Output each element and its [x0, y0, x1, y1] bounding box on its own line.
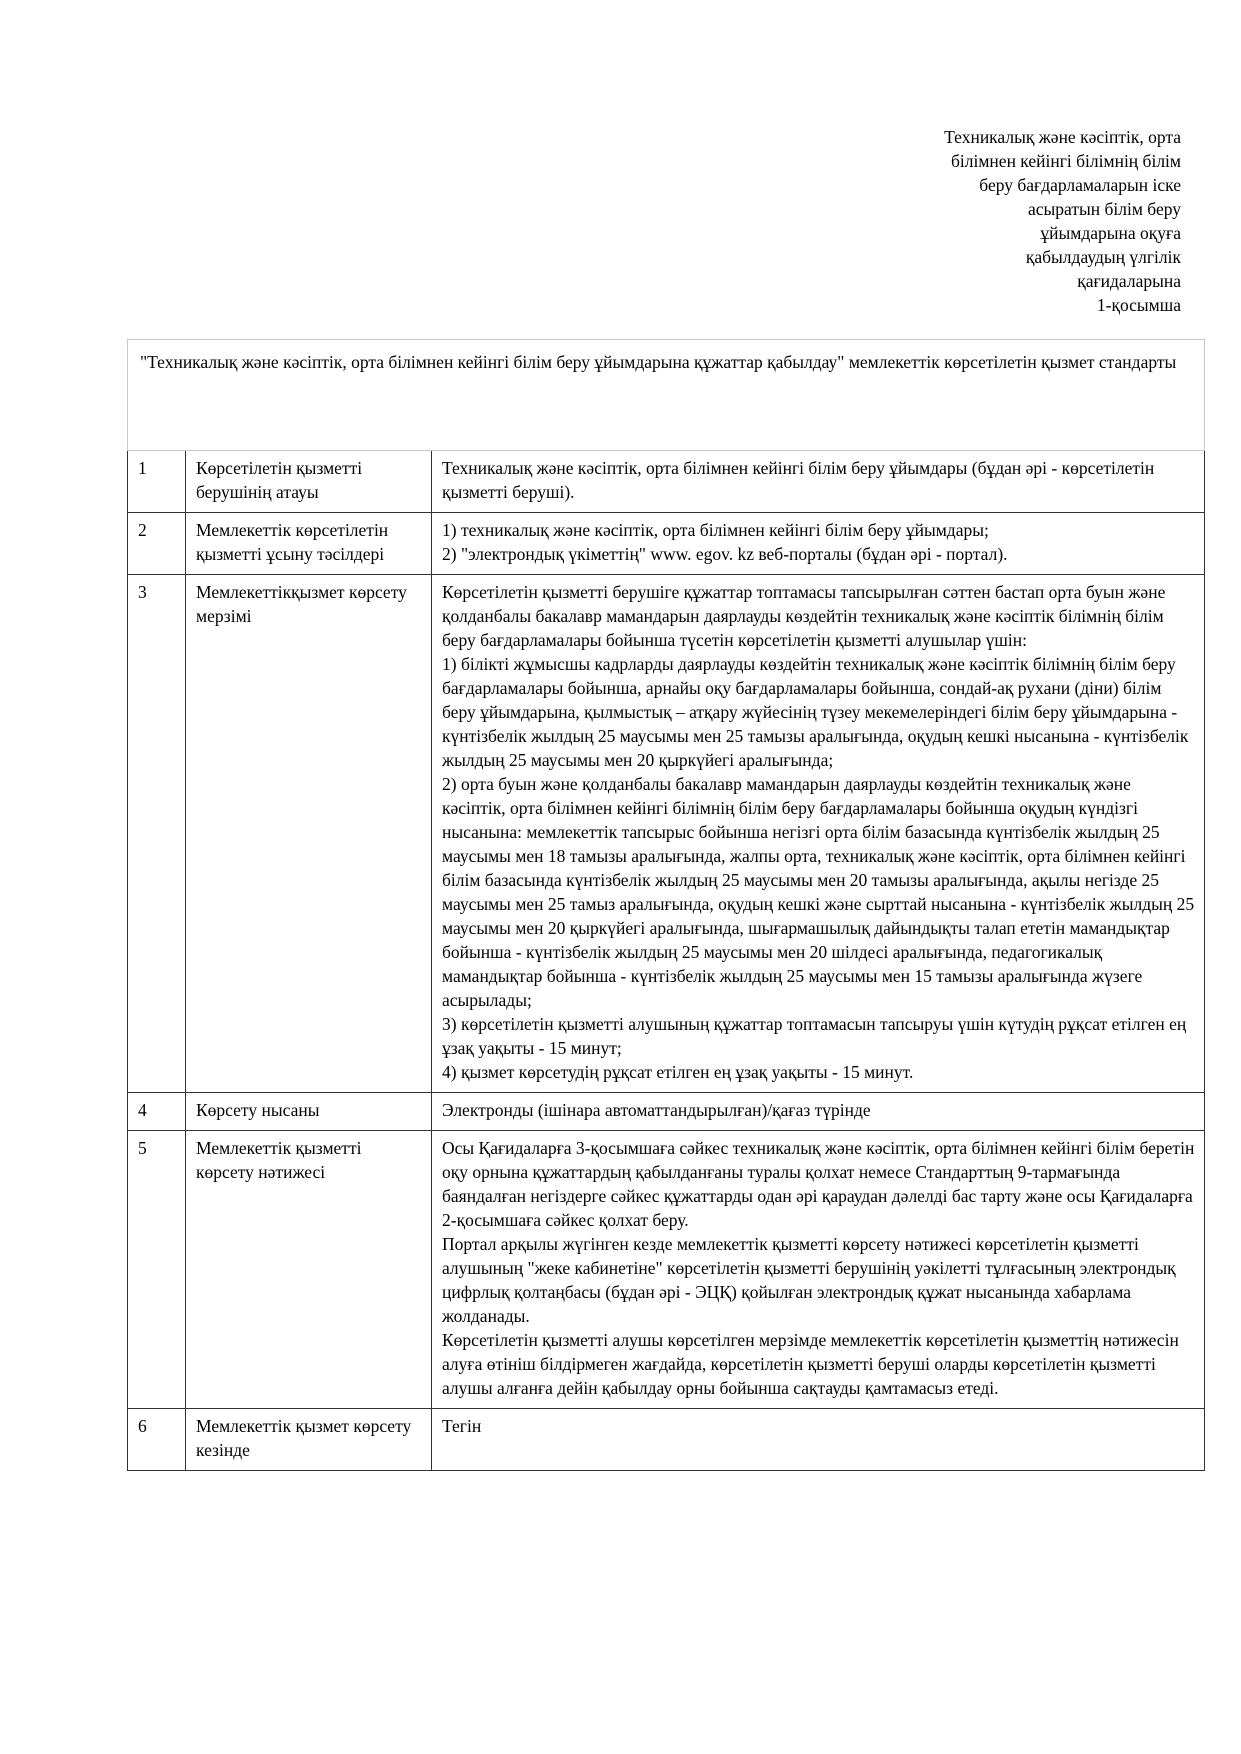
appendix-note: [881, 125, 1181, 317]
appendix-note-line: Техникалық және кәсіптік, орта: [944, 127, 1181, 147]
row-number: 3: [128, 575, 186, 1093]
row-value-line: Тегін: [442, 1416, 482, 1436]
row-value-line: Осы Қағидаларға 3-қосымшаға сәйкес техникалық және кәсіптік, орта білімнен кейінгі білім беретін оқу орнына құжаттардың қабылданғаны туралы қолхат немесе Стандарттың 9-тармағында баяндалған негіздерге сәйкес құжаттарды одан әрі қараудан дәлелді бас тарту және осы Қағидаларға 2-қосымшаға сәйкес қолхат беру.: [442, 1138, 1195, 1230]
table-row: [128, 513, 1205, 575]
row-value: [432, 575, 1205, 1093]
row-value-line: 1) білікті жұмысшы кадрларды даярлауды көздейтін техникалық және кәсіптік білімнің білім беру бағдарламалары бойынша, арнайы оқу бағдарламалары бойынша, сондай-ақ рухани (діни) білім беру ұйымдарына, қылмыстық – атқару жүйесінің түзеу мекемелеріндегі білім беру ұйымдарына - күнтізбелік жылдың 25 маусымы мен 25 тамызы аралығында, оқудың кешкі нысанына - күнтізбелік жылдың 25 маусымы мен 20 қыркүйегі аралығында;: [442, 654, 1189, 770]
row-value-line: Техникалық және кәсіптік, орта білімнен кейінгі білім беру ұйымдары (бұдан әрі - көрсетілетін қызметті беруші).: [442, 458, 1155, 502]
appendix-note-line: асыратын білім беру: [1027, 199, 1181, 219]
row-value: [432, 1409, 1205, 1471]
row-number: 1: [128, 451, 186, 513]
row-value: [432, 1093, 1205, 1131]
appendix-note-line: білімнен кейінгі білімнің білім: [951, 151, 1181, 171]
row-value-line: 3) көрсетілетін қызметті алушының құжаттар топтамасын тапсыруы үшін күтудің рұқсат етілген ең ұзақ уақыты - 15 минут;: [442, 1014, 1187, 1058]
table-row: [128, 1131, 1205, 1409]
appendix-note-line: ұйымдарына оқуға: [1040, 223, 1181, 243]
row-label: Көрсетілетін қызметті берушінің атауы: [186, 451, 432, 513]
table-row: [128, 575, 1205, 1093]
appendix-note-line: қағидаларына: [1077, 271, 1181, 291]
row-label: Мемлекеттік көрсетілетін қызметті ұсыну тәсілдері: [186, 513, 432, 575]
row-number: 4: [128, 1093, 186, 1131]
row-number: 6: [128, 1409, 186, 1471]
row-value-line: Көрсетілетін қызметті берушіге құжаттар топтамасы тапсырылған сәттен бастап орта буын және қолданбалы бакалавр мамандарын даярлауды көздейтін техникалық және кәсіптік білімнің білім беру бағдарламалары бойынша түсетін көрсетілетін қызметті алушылар үшін:: [442, 582, 1166, 650]
row-value-line: Портал арқылы жүгінген кезде мемлекеттік қызметті көрсету нәтижесі көрсетілетін қызметті алушының "жеке кабинетіне" көрсетілетін қызметті берушінің уәкілетті тұлғасының электрондық цифрлық қолтаңбасы (бұдан әрі - ЭЦҚ) қойылған электрондық құжат нысанында хабарлама жолданады.: [442, 1234, 1176, 1326]
row-number: 5: [128, 1131, 186, 1409]
row-value-line: 1) техникалық және кәсіптік, орта білімнен кейінгі білім беру ұйымдары;: [442, 520, 989, 540]
row-value-line: 2) "электрондық үкіметтің" www. egov. kz веб-порталы (бұдан әрі - портал).: [442, 544, 1008, 564]
row-value-line: 2) орта буын және қолданбалы бакалавр мамандарын даярлауды көздейтін техникалық және кәсіптік, орта білімнен кейінгі білімнің білім беру бағдарламалары бойынша оқудың күндізгі нысанына: мемлекеттік тапсырыс бойынша негізгі орта білім базасында күнтізбелік жылдың 25 маусымы мен 18 тамызы аралығында, жалпы орта, техникалық және кәсіптік, орта білімнен кейінгі білім базасында күнтізбелік жылдың 25 маусымы мен 20 тамызы аралығында, ақылы негізде 25 маусымы мен 25 тамыз аралығында, оқудың кешкі және сырттай нысанына - күнтізбелік жылдың 25 маусымы мен 20 қыркүйегі аралығында, шығармашылық дайындықты талап ететін мамандықтар бойынша - күнтізбелік жылдың 25 маусымы мен 20 шілдесі аралығында, педагогикалық мамандықтар бойынша - күнтізбелік жылдың 25 маусымы мен 15 тамызы аралығында жүзеге асырылады;: [442, 774, 1195, 1010]
row-label: Көрсету нысаны: [186, 1093, 432, 1131]
row-value-line: Көрсетілетін қызметті алушы көрсетілген мерзімде мемлекеттік көрсетілетін қызметтің нәтижесін алуға өтініш білдірмеген жағдайда, көрсетілетін қызметті беруші оларды көрсетілетін қызметті алушы алғанға дейін қабылдау орны бойынша сақтауды қамтамасыз етеді.: [442, 1330, 1179, 1398]
appendix-note-line: 1-қосымша: [1096, 295, 1181, 315]
row-value: [432, 1131, 1205, 1409]
standard-title: "Техникалық және кәсіптік, орта білімнен кейінгі білім беру ұйымдарына құжаттар қабылдау" мемлекеттік көрсетілетін қызмет стандарты: [128, 340, 1205, 451]
table-row: [128, 1093, 1205, 1131]
appendix-note-line: беру бағдарламаларын іске: [979, 175, 1181, 195]
appendix-note-line: қабылдаудың үлгілік: [1025, 247, 1181, 267]
row-value: [432, 513, 1205, 575]
table-row: [128, 1409, 1205, 1471]
table-row: [128, 451, 1205, 513]
row-label: Мемлекеттік қызметті көрсету нәтижесі: [186, 1131, 432, 1409]
row-label: Мемлекеттік қызмет көрсету кезінде: [186, 1409, 432, 1471]
table-title-row: [128, 340, 1205, 451]
row-number: 2: [128, 513, 186, 575]
service-standard-table: [127, 339, 1205, 1471]
row-label: Мемлекеттікқызмет көрсету мерзімі: [186, 575, 432, 1093]
row-value: [432, 451, 1205, 513]
row-value-line: Электронды (ішінара автоматтандырылған)/қағаз түрінде: [442, 1100, 871, 1120]
row-value-line: 4) қызмет көрсетудің рұқсат етілген ең ұзақ уақыты - 15 минут.: [442, 1062, 914, 1082]
